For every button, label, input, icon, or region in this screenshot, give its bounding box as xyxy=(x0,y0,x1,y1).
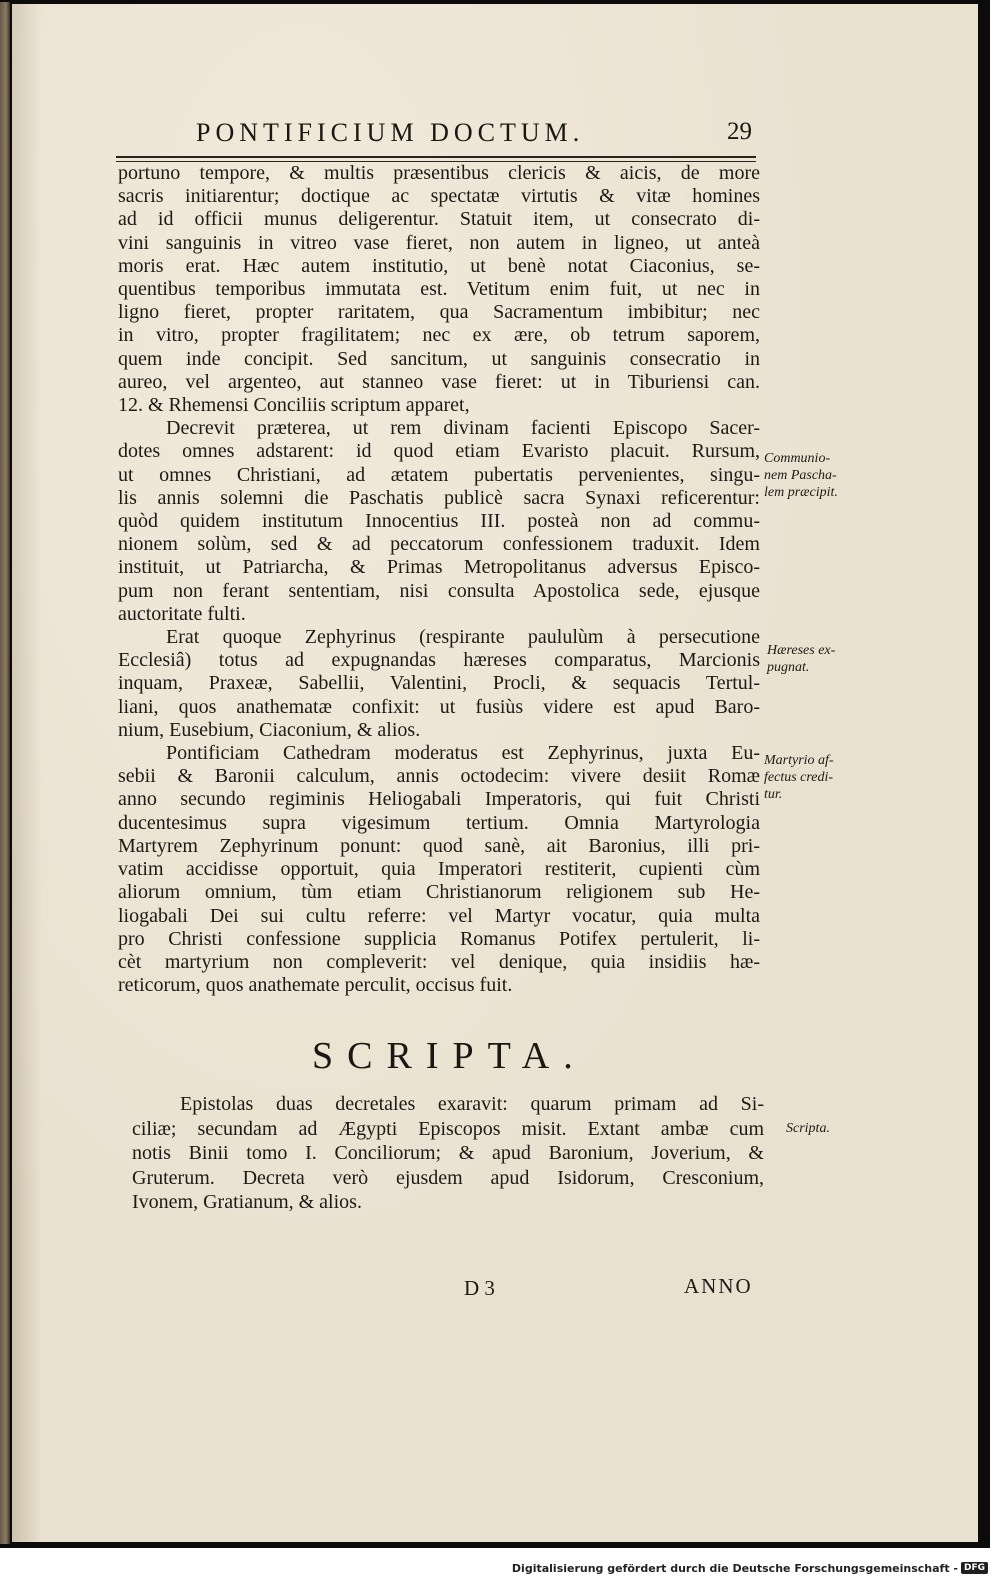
margin-note-line: nem Pascha- xyxy=(764,468,837,483)
text-line: Erat quoque Zephyrinus (respirante paululùm à persecutione xyxy=(166,626,760,649)
text-line: sacris initiarentur; doctique ac spectatæ virtutis & vitæ homines xyxy=(118,185,760,208)
text-line: Pontificiam Cathedram moderatus est Zephyrinus, juxta Eu- xyxy=(166,742,760,765)
text-line: reticorum, quos anathemate perculit, occisus fuit. xyxy=(118,974,513,997)
section-heading: SCRIPTA. xyxy=(312,1035,587,1077)
text-line: ut omnes Christiani, ad ætatem pubertatis pervenientes, singu- xyxy=(118,463,760,486)
margin-note-line: Martyrio af- xyxy=(764,753,834,768)
margin-note-line: fectus credi- xyxy=(764,770,834,785)
text-line: vini sanguinis in vitreo vase fieret, non autem in ligneo, ut anteà xyxy=(118,231,760,254)
text-line: lis annis solemni die Paschatis publicè sacra Synaxi reficerentur: xyxy=(118,486,760,509)
text-line: ligno fieret, propter raritatem, qua Sacramentum imbibitur; nec xyxy=(118,301,760,324)
text-line: anno secundo regiminis Heliogabali Imperatoris, qui fuit Christi xyxy=(118,788,760,811)
text-line: pro Christi confessione supplicia Romanus Potifex pertulerit, li- xyxy=(118,927,760,950)
text-line: aliorum omnium, tùm etiam Christianorum religionem sub He- xyxy=(118,881,760,904)
body-text xyxy=(118,162,760,997)
margin-note-line: Hæreses ex- xyxy=(767,643,836,658)
facing-page-edge xyxy=(0,2,10,1544)
margin-note-line: Scripta. xyxy=(786,1121,830,1136)
text-line: Martyrem Zephyrinum ponunt: quod sanè, ait Baronius, illi pri- xyxy=(118,834,760,857)
text-line: liogabali Dei sui cultu referre: vel Martyr vocatur, quia multa xyxy=(118,904,760,927)
margin-note-line: tur. xyxy=(764,787,783,802)
text-line: inquam, Praxeæ, Sabellii, Valentini, Procli, & sequacis Tertul- xyxy=(118,672,760,695)
text-line: portuno tempore, & multis præsentibus clericis & aicis, de more xyxy=(118,162,760,184)
text-line: Ecclesiâ) totus ad expugnandas hæreses comparatus, Marcionis xyxy=(118,649,760,672)
text-line: dotes omnes adstarent: id quod etiam Evaristo placuit. Rursum, xyxy=(118,440,760,463)
text-line: Gruterum. Decreta verò ejusdem apud Isidorum, Cresconium, xyxy=(132,1166,764,1189)
text-line: quentibus temporibus immutata est. Vetitum enim fuit, ut nec in xyxy=(118,278,760,301)
margin-note-communio xyxy=(764,450,838,501)
margin-note-haereses xyxy=(767,642,835,676)
text-line: 12. & Rhemensi Conciliis scriptum apparet, xyxy=(118,394,470,417)
scripta-paragraph xyxy=(132,1092,764,1215)
text-line: ad id officii munus deligerentur. Statuit item, ut consecrato di- xyxy=(118,208,760,231)
text-line: quem inde concipit. Sed sancitum, ut sanguinis consecratio in xyxy=(118,347,760,370)
book-page xyxy=(12,4,978,1542)
text-line: nium, Eusebium, Ciaconium, & alios. xyxy=(118,718,421,741)
signature-mark: D 3 xyxy=(464,1276,495,1300)
text-line: nionem solùm, sed & ad peccatorum confessionem traduxit. Idem xyxy=(118,533,760,556)
text-line: sebii & Baronii calculum, annis octodecim: vivere desiit Romæ xyxy=(118,765,760,788)
text-line: vatim accidisse opportuit, quia Imperatori restiterit, cupienti cùm xyxy=(118,858,760,881)
text-line: quòd quidem institutum Innocentius III. posteà non ad commu- xyxy=(118,510,760,533)
text-line: ducentesimus supra vigesimum tertium. Omnia Martyrologia xyxy=(118,811,760,834)
page-number: 29 xyxy=(727,118,752,145)
margin-note-martyrio xyxy=(764,752,834,803)
text-line: cèt martyrium non compleverit: vel denique, quia insidiis hæ- xyxy=(118,950,760,973)
text-line: instituit, ut Patriarcha, & Primas Metropolitanus adversus Episco- xyxy=(118,556,760,579)
text-line: notis Binii tomo I. Conciliorum; & apud Baronium, Joverium, & xyxy=(132,1142,764,1164)
text-line: Epistolas duas decretales exaravit: quarum primam ad Si- xyxy=(180,1093,764,1115)
text-line: moris erat. Hæc autem institutio, ut benè notat Ciaconius, se- xyxy=(118,254,760,277)
running-head xyxy=(182,118,752,158)
text-line: pum non ferant sententiam, nisi consulta Apostolica sede, ejusque xyxy=(118,579,760,602)
text-line: in vitro, propter fragilitatem; nec ex ære, ob tetrum saporem, xyxy=(118,324,760,347)
text-line: liani, quos anathematæ confixit: ut fusiùs videre est apud Baro- xyxy=(118,695,760,718)
text-line: ciliæ; secundam ad Ægypti Episcopos misit. Extant ambæ cum xyxy=(132,1117,764,1140)
margin-note-line: pugnat. xyxy=(767,660,810,675)
dfg-logo: DFG xyxy=(961,1562,988,1574)
digitization-footer xyxy=(512,1560,988,1576)
text-line: Decrevit præterea, ut rem divinam facienti Episcopo Sacer- xyxy=(166,417,760,440)
margin-note-scripta xyxy=(786,1120,830,1137)
text-line: aureo, vel argenteo, aut stanneo vase fieret: ut in Tiburiensi can. xyxy=(118,370,760,393)
text-line: auctoritate fulti. xyxy=(118,602,246,625)
running-head-title: PONTIFICIUM DOCTUM. xyxy=(196,118,585,147)
catchword: ANNO xyxy=(684,1274,753,1298)
footer-text: Digitalisierung gefördert durch die Deutsche Forschungsgemeinschaft - xyxy=(511,1561,958,1575)
margin-note-line: Communio- xyxy=(764,451,831,466)
text-line: Ivonem, Gratianum, & alios. xyxy=(132,1191,362,1213)
margin-note-line: lem præcipit. xyxy=(764,485,838,500)
